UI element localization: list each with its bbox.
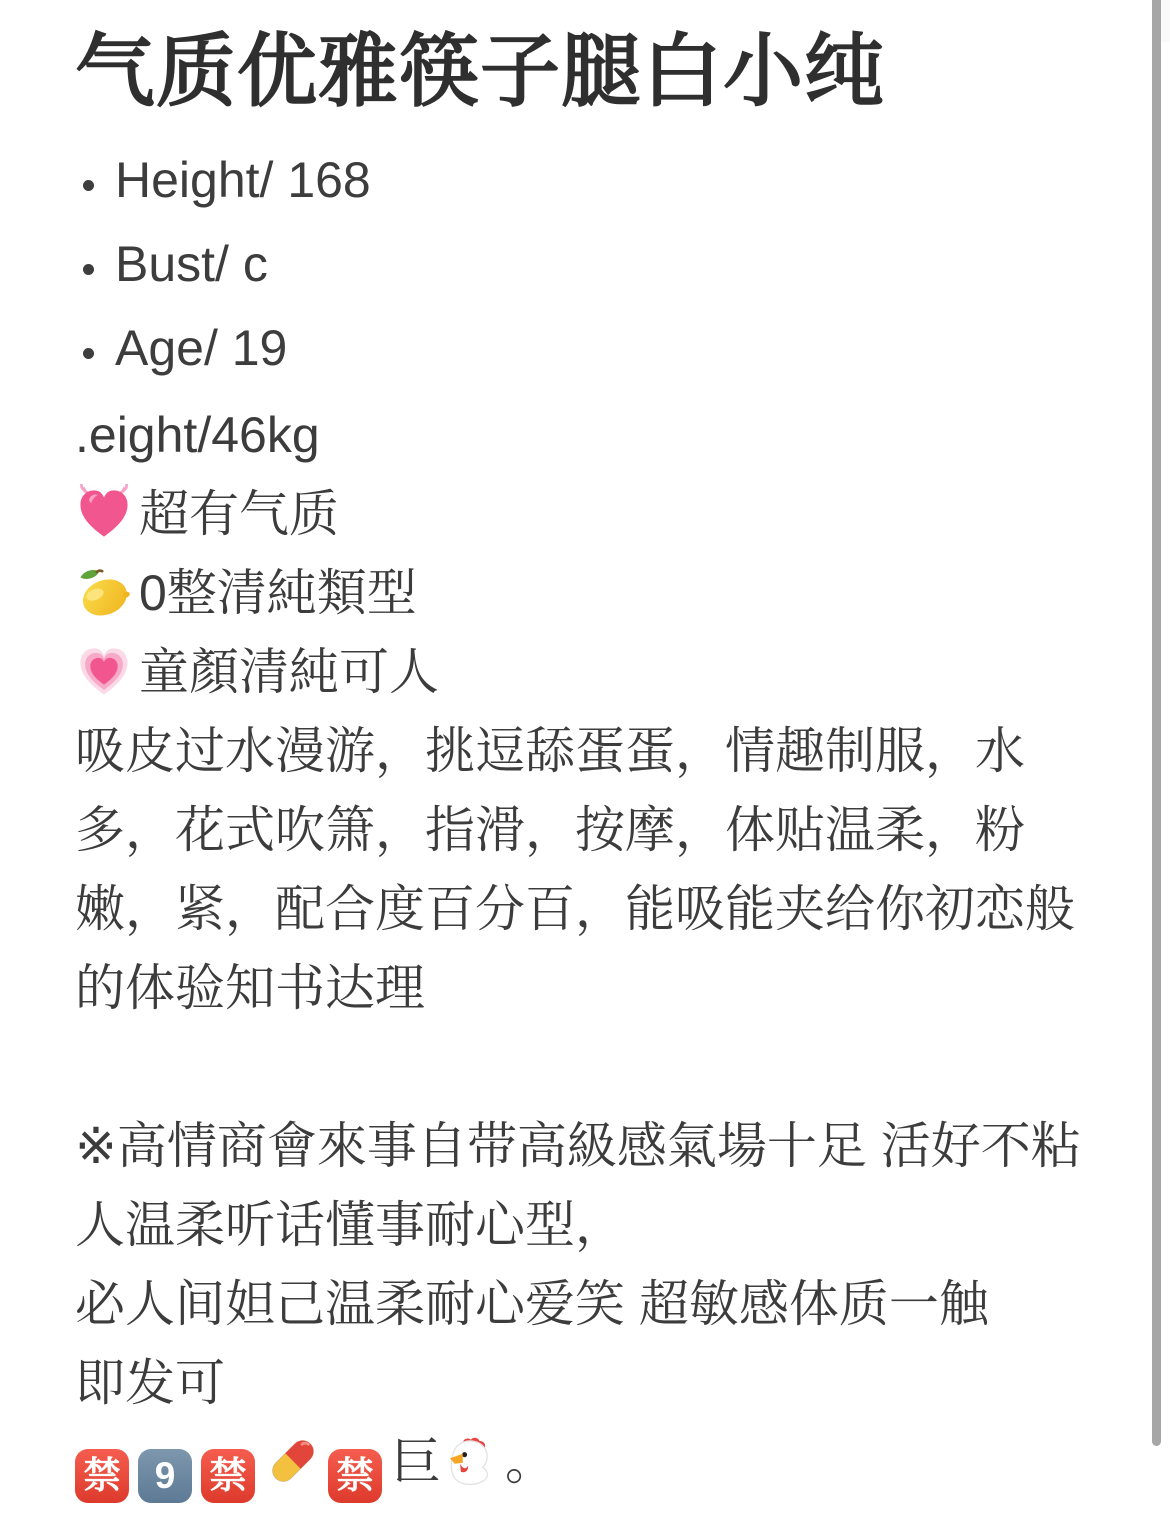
feature-text: 超有气质: [139, 486, 339, 542]
page-corner: [1160, 0, 1170, 42]
footer-emoji-line: [75, 1423, 1157, 1503]
footer-period: 。: [505, 1434, 555, 1490]
notes-line: 即发可: [75, 1355, 225, 1411]
beating-heart-icon: [75, 484, 133, 542]
prohibited-icon: 禁: [75, 1449, 129, 1503]
body-text: [75, 396, 1157, 1503]
description-line: 多，花式吹箫，指滑，按摩，体贴温柔，粉: [75, 802, 1025, 858]
stat-bust: [75, 222, 1157, 306]
feature-line: [75, 554, 1157, 633]
bullet-icon: [83, 348, 94, 359]
feature-line: [75, 633, 1157, 712]
notes-line: 必人间妲己温柔耐心爱笑 超敏感体质一触: [75, 1276, 989, 1332]
stat-age: [75, 306, 1157, 390]
feature-text: 0整清純類型: [139, 565, 417, 621]
feature-text: 童顏清純可人: [139, 644, 439, 700]
feature-line: [75, 475, 1157, 554]
stat-age-label: Age/ 19: [115, 320, 288, 376]
stat-height: [75, 138, 1157, 222]
notes-line: 人温柔听话懂事耐心型，: [75, 1197, 625, 1253]
pill-icon: [264, 1432, 322, 1490]
description-line: 的体验知书达理: [75, 960, 425, 1016]
stats-list: [75, 138, 1157, 390]
prohibited-icon: 禁: [201, 1449, 255, 1503]
bullet-icon: [83, 180, 94, 191]
notes-line: ※高情商會來事自带高級感氣場十足 活好不粘: [75, 1118, 1081, 1174]
stat-height-label: Height/ 168: [115, 152, 371, 208]
footer-text: 巨: [391, 1434, 441, 1490]
bullet-icon: [83, 264, 94, 275]
notes-paragraph: [75, 1107, 1157, 1423]
lemon-icon: [75, 563, 133, 621]
prohibited-icon: 禁: [328, 1449, 382, 1503]
description-paragraph: [75, 712, 1157, 1028]
chicken-icon: [441, 1432, 499, 1490]
growing-heart-icon: [75, 642, 133, 700]
weight-line: .eight/46kg: [75, 407, 320, 463]
stat-bust-label: Bust/ c: [115, 236, 268, 292]
page-content: [75, 24, 1157, 1503]
description-line: 吸皮过水漫游，挑逗舔蛋蛋，情趣制服，水: [75, 723, 1025, 779]
page-title: 气质优雅筷子腿白小纯: [75, 27, 885, 116]
scrollbar-thumb[interactable]: [1152, 0, 1161, 1446]
keycap-9-icon: 9: [138, 1449, 192, 1503]
description-line: 嫩，紧，配合度百分百，能吸能夹给你初恋般: [75, 881, 1075, 937]
